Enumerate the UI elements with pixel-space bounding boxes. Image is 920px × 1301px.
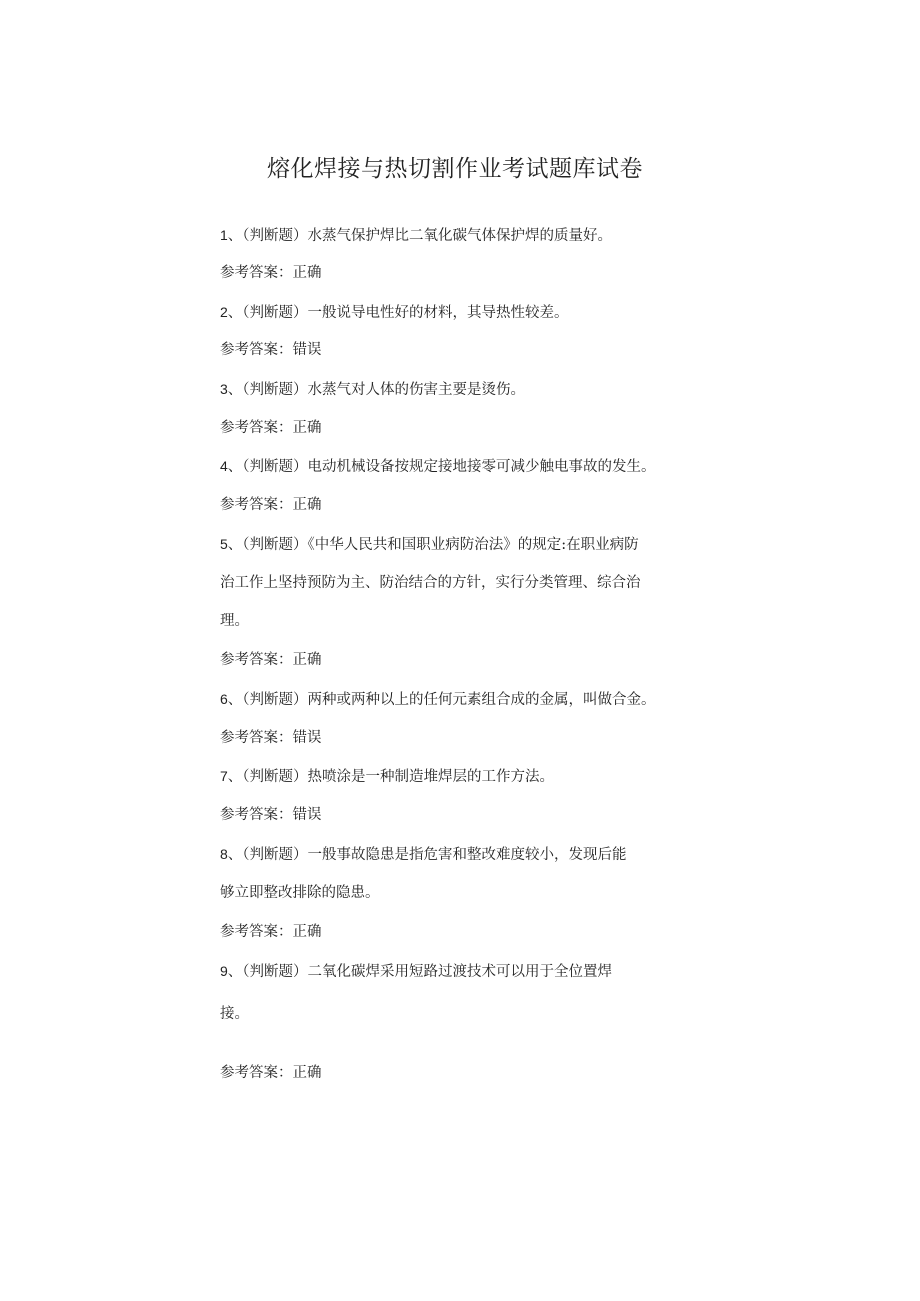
question-number: 4 <box>220 458 228 474</box>
question-7 <box>220 767 554 786</box>
question-type: 、（判断题） <box>227 692 308 708</box>
question-6 <box>220 690 656 709</box>
question-number: 9 <box>220 963 228 979</box>
question-text: 二氧化碳焊采用短路过渡技术可以用于全位置焊 <box>307 964 613 980</box>
answer-7: 参考答案：错误 <box>220 807 322 823</box>
question-text: 水蒸气保护焊比二氧化碳气体保护焊的质量好。 <box>307 228 613 244</box>
question-8 <box>220 845 627 864</box>
page-title: 熔化焊接与热切割作业考试题库试卷 <box>267 156 643 182</box>
question-number: 6 <box>220 691 228 707</box>
question-3 <box>220 380 525 399</box>
question-number: 8 <box>220 846 228 862</box>
question-1 <box>220 226 612 245</box>
answer-1: 参考答案：正确 <box>220 265 322 281</box>
question-9 <box>220 962 612 981</box>
question-text: 一般事故隐患是指危害和整改难度较小，发现后能 <box>307 847 627 863</box>
question-text: 水蒸气对人体的伤害主要是烫伤。 <box>307 382 526 398</box>
answer-4: 参考答案：正确 <box>220 497 322 513</box>
question-text: 《中华人民共和国职业病防治法》的规定:在职业病防 <box>307 537 639 553</box>
question-type: 、（判断题） <box>227 537 308 553</box>
question-5-line-3: 理。 <box>220 613 249 629</box>
question-8-line-2: 够立即整改排除的隐患。 <box>220 885 380 901</box>
question-5-line-2: 治工作上坚持预防为主、防治结合的方针，实行分类管理、综合治 <box>220 575 641 591</box>
question-number: 1 <box>220 227 228 243</box>
question-number: 7 <box>220 768 228 784</box>
question-number: 2 <box>220 304 228 320</box>
question-type: 、（判断题） <box>227 305 308 321</box>
question-text: 两种或两种以上的任何元素组合成的金属，叫做合金。 <box>307 692 656 708</box>
question-9-line-2: 接。 <box>220 1006 249 1022</box>
question-type: 、（判断题） <box>227 847 308 863</box>
question-type: 、（判断题） <box>227 382 308 398</box>
answer-3: 参考答案：正确 <box>220 420 322 436</box>
question-type: 、（判断题） <box>227 459 308 475</box>
question-2 <box>220 303 569 322</box>
answer-2: 参考答案：错误 <box>220 342 322 358</box>
question-type: 、（判断题） <box>227 228 308 244</box>
question-text: 一般说导电性好的材料，其导热性较差。 <box>307 305 569 321</box>
answer-5: 参考答案：正确 <box>220 652 322 668</box>
question-type: 、（判断题） <box>227 769 308 785</box>
answer-9: 参考答案：正确 <box>220 1065 322 1081</box>
question-number: 3 <box>220 381 228 397</box>
answer-8: 参考答案：正确 <box>220 924 322 940</box>
question-5 <box>220 535 639 554</box>
question-number: 5 <box>220 536 228 552</box>
question-text: 电动机械设备按规定接地接零可减少触电事故的发生。 <box>307 459 656 475</box>
answer-6: 参考答案：错误 <box>220 730 322 746</box>
question-type: 、（判断题） <box>227 964 308 980</box>
question-4 <box>220 457 656 476</box>
question-text: 热喷涂是一种制造堆焊层的工作方法。 <box>307 769 555 785</box>
